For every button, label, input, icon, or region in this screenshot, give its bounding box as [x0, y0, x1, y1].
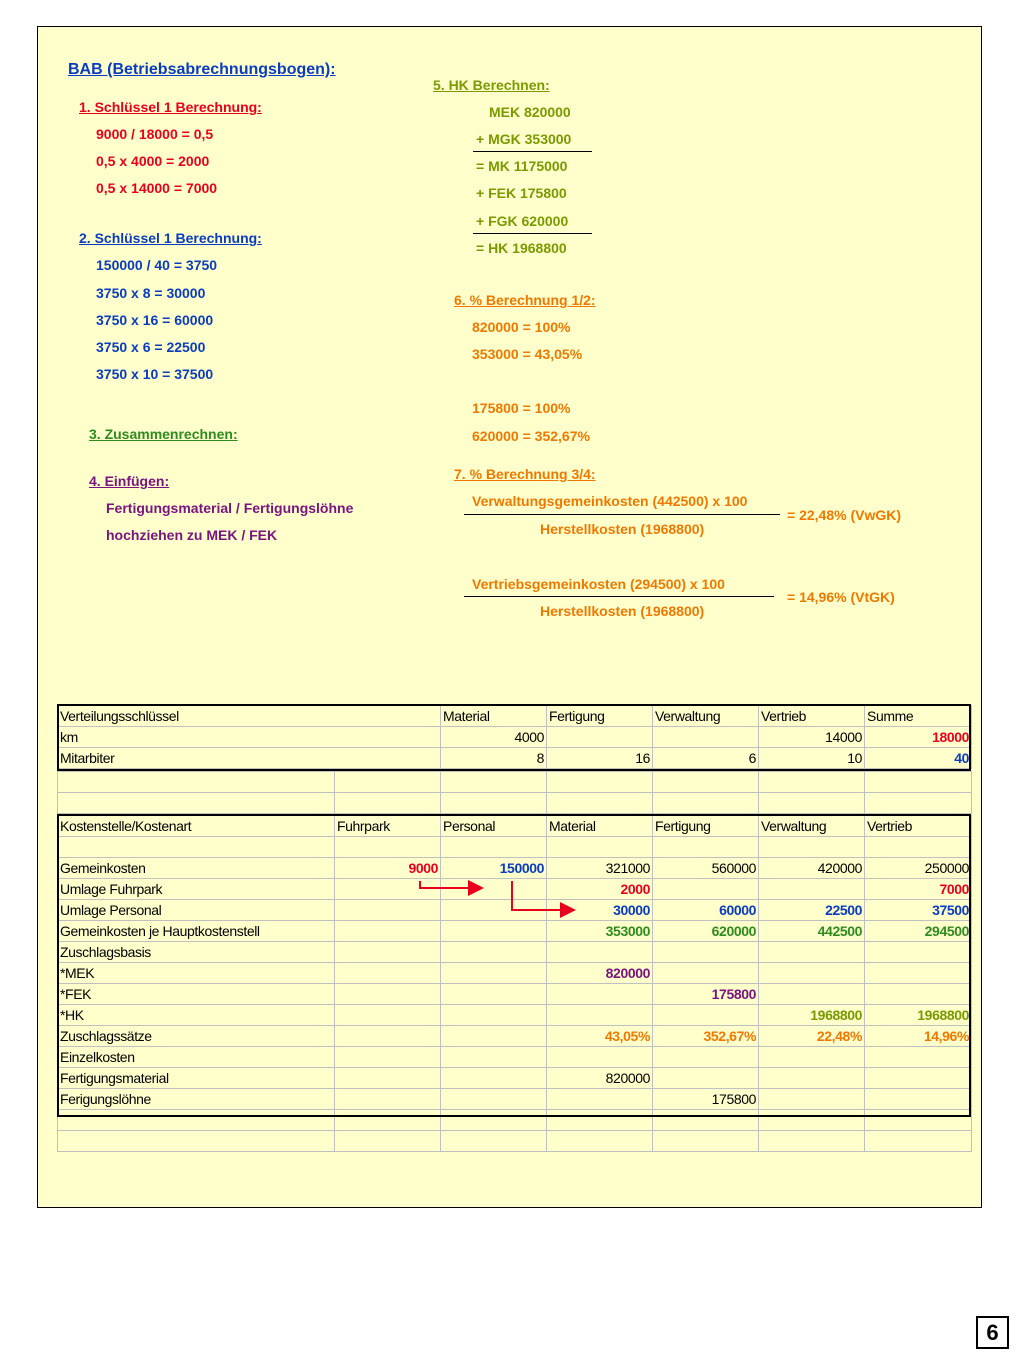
table-cell: 14,96%	[865, 1026, 972, 1047]
formula2-numerator: Vertriebsgemeinkosten (294500) x 100	[472, 576, 725, 592]
row-label: Zuschlagsbasis	[58, 942, 335, 963]
step6-heading: 6. % Berechnung 1/2:	[454, 292, 596, 308]
page-number: 6	[976, 1316, 1009, 1349]
row-label: Gemeinkosten je Hauptkostenstell	[58, 921, 335, 942]
table-cell: 43,05%	[547, 1026, 653, 1047]
row-label: Gemeinkosten	[58, 858, 335, 879]
row-label: Zuschlagssätze	[58, 1026, 335, 1047]
step1-heading: 1. Schlüssel 1 Berechnung:	[79, 99, 262, 115]
header-cell: Vertrieb	[865, 816, 972, 837]
personal-allocation-arrow	[512, 881, 574, 910]
page-title: BAB (Betriebsabrechnungsbogen):	[68, 61, 336, 78]
table-cell: 294500	[865, 921, 972, 942]
table-cell: 150000	[441, 858, 547, 879]
table-cell: 9000	[335, 858, 441, 879]
formula1-denominator: Herstellkosten (1968800)	[540, 521, 705, 537]
table-cell: 353000	[547, 921, 653, 942]
step5-heading: 5. HK Berechnen:	[433, 77, 550, 93]
header-cell: Verwaltung	[759, 816, 865, 837]
step1-line: 0,5 x 4000 = 2000	[96, 153, 210, 169]
hk-line-fgk: + FGK 620000	[476, 213, 569, 229]
header-cell: Verwaltung	[653, 706, 759, 727]
table-cell: 7000	[865, 879, 972, 900]
row-label: Mitarbiter	[58, 748, 441, 769]
row-label: *FEK	[58, 984, 335, 1005]
table-cell: 10	[759, 748, 865, 769]
row-label: *MEK	[58, 963, 335, 984]
step4-heading: 4. Einfügen:	[89, 473, 170, 489]
table-cell: 820000	[547, 963, 653, 984]
formula1-result: = 22,48% (VwGK)	[787, 507, 901, 523]
step4-line: hochziehen zu MEK / FEK	[106, 527, 278, 543]
header-cell: Fertigung	[547, 706, 653, 727]
formula2-result: = 14,96% (VtGK)	[787, 589, 895, 605]
table-cell: 14000	[759, 727, 865, 748]
step2-line: 150000 / 40 = 3750	[96, 257, 218, 273]
table-cell: 8	[441, 748, 547, 769]
formula1-numerator: Verwaltungsgemeinkosten (442500) x 100	[472, 493, 748, 509]
header-cell: Material	[547, 816, 653, 837]
table-cell: 321000	[547, 858, 653, 879]
step3-heading: 3. Zusammenrechnen:	[89, 426, 238, 442]
table-cell: 22,48%	[759, 1026, 865, 1047]
step4-line: Fertigungsmaterial / Fertigungslöhne	[106, 500, 354, 516]
step2-line: 3750 x 6 = 22500	[96, 339, 206, 355]
row-label: km	[58, 727, 441, 748]
step7-heading: 7. % Berechnung 3/4:	[454, 466, 596, 482]
header-cell: Vertrieb	[759, 706, 865, 727]
header-cell: Summe	[865, 706, 972, 727]
step6-line: 620000 = 352,67%	[472, 428, 590, 444]
step1-line: 9000 / 18000 = 0,5	[96, 126, 214, 142]
table-cell: 420000	[759, 858, 865, 879]
row-label: *HK	[58, 1005, 335, 1026]
row-label: Fertigungsmaterial	[58, 1068, 335, 1089]
table-cell: 560000	[653, 858, 759, 879]
table-cell: 442500	[759, 921, 865, 942]
table-cell: 1968800	[759, 1005, 865, 1026]
step2-line: 3750 x 16 = 60000	[96, 312, 214, 328]
step2-heading: 2. Schlüssel 1 Berechnung:	[79, 230, 262, 246]
table-cell: 4000	[441, 727, 547, 748]
table-cell: 2000	[547, 879, 653, 900]
table-cell: 30000	[547, 900, 653, 921]
table-cell: 820000	[547, 1068, 653, 1089]
step2-line: 3750 x 8 = 30000	[96, 285, 206, 301]
row-label: Einzelkosten	[58, 1047, 335, 1068]
header-cell: Personal	[441, 816, 547, 837]
step2-line: 3750 x 10 = 37500	[96, 366, 214, 382]
hk-line-fek: + FEK 175800	[476, 185, 567, 201]
header-cell: Material	[441, 706, 547, 727]
table-cell: 6	[653, 748, 759, 769]
table-cell: 175800	[653, 1089, 759, 1110]
header-cell: Fertigung	[653, 816, 759, 837]
row-label: Umlage Personal	[58, 900, 335, 921]
hk-line-hk: = HK 1968800	[476, 240, 567, 256]
hk-line-mek: MEK 820000	[489, 104, 571, 120]
table-cell: 1968800	[865, 1005, 972, 1026]
table-cell: 22500	[759, 900, 865, 921]
row-label: Umlage Fuhrpark	[58, 879, 335, 900]
header-cell: Kostenstelle/Kostenart	[58, 816, 335, 837]
fuhrpark-allocation-arrow	[420, 881, 482, 888]
step1-line: 0,5 x 14000 = 7000	[96, 180, 218, 196]
row-label: Ferigungslöhne	[58, 1089, 335, 1110]
hk-line-mk: = MK 1175000	[476, 158, 568, 174]
table-cell: 620000	[653, 921, 759, 942]
step6-line: 820000 = 100%	[472, 319, 571, 335]
sum-cell: 40	[865, 748, 972, 769]
table-cell: 16	[547, 748, 653, 769]
table-cell: 175800	[653, 984, 759, 1005]
header-cell: Verteilungsschlüssel	[58, 706, 441, 727]
sum-cell: 18000	[865, 727, 972, 748]
hk-line-mgk: + MGK 353000	[476, 131, 572, 147]
table-cell: 60000	[653, 900, 759, 921]
table-cell: 37500	[865, 900, 972, 921]
header-cell: Fuhrpark	[335, 816, 441, 837]
table-cell: 352,67%	[653, 1026, 759, 1047]
table-cell: 250000	[865, 858, 972, 879]
step6-line: 175800 = 100%	[472, 400, 571, 416]
step6-line: 353000 = 43,05%	[472, 346, 583, 362]
formula2-denominator: Herstellkosten (1968800)	[540, 603, 705, 619]
